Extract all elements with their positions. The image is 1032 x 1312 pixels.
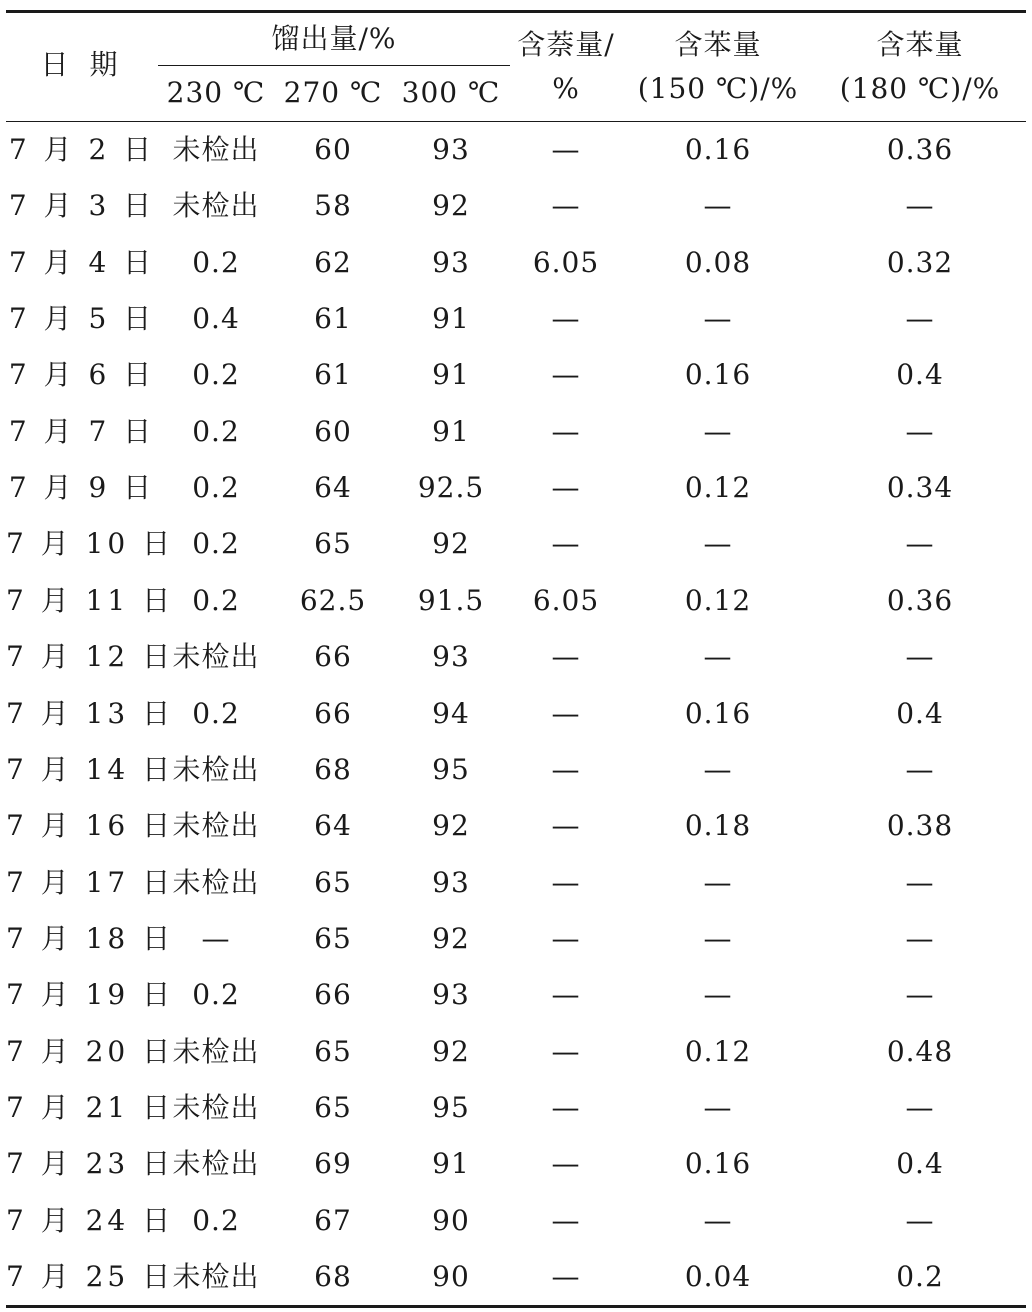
cell-distill-230: 未检出 — [172, 640, 260, 674]
table-row — [6, 798, 1026, 854]
cell-naphthalene: — — [551, 696, 581, 730]
header-benzene180-line2: (180 ℃)/% — [839, 72, 1001, 105]
table-row — [6, 855, 1026, 911]
cell-distill-270: 61 — [314, 358, 352, 392]
cell-benzene-150: — — [703, 921, 733, 955]
header-group-rule — [158, 65, 510, 66]
cell-benzene-180: — — [905, 865, 935, 899]
cell-date: 7 月 24 日 — [6, 1203, 175, 1237]
cell-distill-230: 0.2 — [192, 583, 240, 617]
cell-distill-230: 未检出 — [172, 1034, 260, 1068]
header-naphthalene-line1: 含萘量/ — [517, 28, 615, 61]
cell-benzene-150: — — [703, 414, 733, 448]
cell-date: 7 月 14 日 — [6, 752, 175, 786]
cell-benzene-180: — — [905, 921, 935, 955]
cell-benzene-150: 0.16 — [684, 358, 752, 392]
cell-benzene-150: — — [703, 640, 733, 674]
table-row — [6, 573, 1026, 629]
cell-benzene-150: 0.12 — [684, 1034, 752, 1068]
cell-distill-300: 92 — [432, 1034, 470, 1068]
cell-distill-300: 92 — [432, 921, 470, 955]
cell-benzene-150: 0.08 — [684, 245, 752, 279]
table-row — [6, 1024, 1026, 1080]
header-date: 日 期 — [40, 48, 124, 81]
cell-benzene-150: 0.16 — [684, 133, 752, 166]
header-270: 270 ℃ — [283, 76, 383, 109]
cell-date: 7 月 12 日 — [6, 640, 175, 674]
cell-benzene-150: — — [703, 527, 733, 561]
cell-benzene-150: 0.12 — [684, 583, 752, 617]
cell-date: 7 月 17 日 — [6, 865, 175, 899]
cell-date: 7 月 16 日 — [6, 809, 175, 843]
cell-benzene-180: 0.4 — [896, 1147, 944, 1181]
cell-benzene-180: — — [905, 640, 935, 674]
table-top-rule — [6, 10, 1026, 13]
table-row — [6, 742, 1026, 798]
cell-distill-230: 0.2 — [192, 696, 240, 730]
cell-distill-230: 未检出 — [172, 133, 260, 166]
cell-benzene-150: — — [703, 189, 733, 223]
cell-distill-300: 93 — [432, 133, 470, 166]
table-row — [6, 235, 1026, 291]
cell-distill-300: 95 — [432, 1090, 470, 1124]
cell-naphthalene: — — [551, 471, 581, 505]
cell-distill-230: 0.2 — [192, 1203, 240, 1237]
cell-date: 7 月 6 日 — [8, 358, 156, 392]
cell-date: 7 月 3 日 — [8, 189, 156, 223]
cell-distill-300: 91 — [432, 1147, 470, 1181]
table-bottom-rule — [6, 1305, 1026, 1308]
cell-benzene-150: — — [703, 978, 733, 1012]
cell-distill-300: 95 — [432, 752, 470, 786]
cell-distill-300: 91.5 — [417, 583, 485, 617]
cell-benzene-150: — — [703, 1203, 733, 1237]
cell-naphthalene: — — [551, 640, 581, 674]
table-row — [6, 404, 1026, 460]
cell-distill-300: 92 — [432, 809, 470, 843]
cell-distill-300: 91 — [432, 302, 470, 336]
table-row — [6, 460, 1026, 516]
header-distillation-group: 馏出量/% — [271, 22, 397, 55]
cell-date: 7 月 23 日 — [6, 1147, 175, 1181]
cell-distill-270: 58 — [314, 189, 352, 223]
cell-benzene-180: — — [905, 1090, 935, 1124]
cell-benzene-180: 0.4 — [896, 358, 944, 392]
cell-distill-230: 未检出 — [172, 189, 260, 223]
cell-distill-230: — — [201, 921, 231, 955]
cell-distill-230: 0.4 — [192, 302, 240, 336]
cell-distill-230: 0.2 — [192, 358, 240, 392]
cell-date: 7 月 2 日 — [8, 133, 156, 166]
cell-naphthalene: — — [551, 1034, 581, 1068]
cell-date: 7 月 10 日 — [6, 527, 175, 561]
cell-date: 7 月 4 日 — [8, 245, 156, 279]
cell-naphthalene: 6.05 — [532, 583, 600, 617]
cell-date: 7 月 9 日 — [8, 471, 156, 505]
cell-benzene-180: — — [905, 189, 935, 223]
cell-naphthalene: — — [551, 527, 581, 561]
cell-distill-230: 0.2 — [192, 414, 240, 448]
cell-distill-270: 60 — [314, 133, 352, 166]
cell-distill-300: 90 — [432, 1260, 470, 1293]
cell-benzene-180: — — [905, 527, 935, 561]
cell-date: 7 月 20 日 — [6, 1034, 175, 1068]
cell-distill-270: 65 — [314, 1090, 352, 1124]
cell-distill-300: 93 — [432, 640, 470, 674]
cell-distill-300: 91 — [432, 358, 470, 392]
cell-naphthalene: — — [551, 752, 581, 786]
cell-distill-230: 未检出 — [172, 1090, 260, 1124]
table-row — [6, 1193, 1026, 1249]
table-row — [6, 967, 1026, 1023]
cell-distill-270: 64 — [314, 471, 352, 505]
cell-distill-230: 未检出 — [172, 1260, 260, 1293]
cell-distill-270: 68 — [314, 1260, 352, 1293]
cell-date: 7 月 5 日 — [8, 302, 156, 336]
header-300: 300 ℃ — [401, 76, 501, 109]
table-row — [6, 178, 1026, 234]
cell-distill-270: 62 — [314, 245, 352, 279]
table-row — [6, 629, 1026, 685]
header-benzene150-line2: (150 ℃)/% — [637, 72, 799, 105]
cell-benzene-150: 0.18 — [684, 809, 752, 843]
cell-benzene-150: 0.12 — [684, 471, 752, 505]
cell-benzene-180: 0.4 — [896, 696, 944, 730]
cell-naphthalene: — — [551, 1147, 581, 1181]
cell-distill-270: 66 — [314, 978, 352, 1012]
cell-distill-230: 0.2 — [192, 978, 240, 1012]
table-row — [6, 516, 1026, 572]
table-row — [6, 122, 1026, 178]
cell-naphthalene: — — [551, 302, 581, 336]
cell-benzene-150: — — [703, 752, 733, 786]
cell-date: 7 月 13 日 — [6, 696, 175, 730]
cell-naphthalene: — — [551, 1090, 581, 1124]
cell-distill-270: 61 — [314, 302, 352, 336]
cell-naphthalene: — — [551, 1260, 581, 1293]
cell-date: 7 月 7 日 — [8, 414, 156, 448]
cell-distill-230: 0.2 — [192, 527, 240, 561]
cell-distill-300: 92 — [432, 527, 470, 561]
cell-date: 7 月 21 日 — [6, 1090, 175, 1124]
cell-distill-300: 93 — [432, 865, 470, 899]
cell-benzene-180: 0.36 — [886, 133, 954, 166]
cell-benzene-180: 0.34 — [886, 471, 954, 505]
cell-distill-230: 未检出 — [172, 809, 260, 843]
cell-distill-270: 65 — [314, 1034, 352, 1068]
cell-benzene-150: — — [703, 865, 733, 899]
cell-benzene-180: — — [905, 752, 935, 786]
table-row — [6, 347, 1026, 403]
cell-distill-230: 0.2 — [192, 245, 240, 279]
table-row — [6, 686, 1026, 742]
cell-benzene-150: 0.16 — [684, 1147, 752, 1181]
cell-distill-270: 67 — [314, 1203, 352, 1237]
cell-naphthalene: — — [551, 865, 581, 899]
cell-distill-300: 93 — [432, 978, 470, 1012]
cell-naphthalene: — — [551, 921, 581, 955]
cell-distill-270: 68 — [314, 752, 352, 786]
cell-distill-270: 65 — [314, 527, 352, 561]
cell-naphthalene: — — [551, 358, 581, 392]
cell-date: 7 月 18 日 — [6, 921, 175, 955]
header-naphthalene-line2: % — [552, 72, 580, 105]
cell-distill-230: 未检出 — [172, 752, 260, 786]
table-row — [6, 1080, 1026, 1136]
cell-naphthalene: — — [551, 978, 581, 1012]
cell-benzene-150: — — [703, 1090, 733, 1124]
cell-distill-230: 未检出 — [172, 1147, 260, 1181]
cell-naphthalene: — — [551, 133, 581, 166]
cell-benzene-150: 0.16 — [684, 696, 752, 730]
cell-benzene-180: — — [905, 1203, 935, 1237]
header-benzene180-line1: 含苯量 — [876, 28, 964, 61]
cell-benzene-180: 0.48 — [886, 1034, 954, 1068]
table-row — [6, 291, 1026, 347]
cell-naphthalene: — — [551, 414, 581, 448]
cell-distill-300: 94 — [432, 696, 470, 730]
cell-benzene-150: — — [703, 302, 733, 336]
cell-naphthalene: — — [551, 1203, 581, 1237]
cell-distill-300: 90 — [432, 1203, 470, 1237]
cell-distill-270: 64 — [314, 809, 352, 843]
cell-benzene-180: 0.2 — [896, 1260, 944, 1293]
cell-distill-300: 93 — [432, 245, 470, 279]
header-benzene150-line1: 含苯量 — [674, 28, 762, 61]
cell-distill-230: 未检出 — [172, 865, 260, 899]
table-row — [6, 1249, 1026, 1305]
cell-benzene-180: — — [905, 414, 935, 448]
cell-naphthalene: — — [551, 809, 581, 843]
cell-distill-270: 65 — [314, 865, 352, 899]
cell-date: 7 月 19 日 — [6, 978, 175, 1012]
cell-distill-270: 66 — [314, 696, 352, 730]
table-row — [6, 1136, 1026, 1192]
cell-benzene-180: — — [905, 978, 935, 1012]
cell-benzene-180: 0.38 — [886, 809, 954, 843]
cell-distill-300: 92.5 — [417, 471, 485, 505]
cell-benzene-180: 0.36 — [886, 583, 954, 617]
cell-distill-230: 0.2 — [192, 471, 240, 505]
cell-distill-300: 91 — [432, 414, 470, 448]
table-row — [6, 911, 1026, 967]
cell-naphthalene: — — [551, 189, 581, 223]
cell-distill-270: 65 — [314, 921, 352, 955]
cell-distill-270: 66 — [314, 640, 352, 674]
cell-date: 7 月 11 日 — [6, 583, 175, 617]
header-230: 230 ℃ — [166, 76, 266, 109]
cell-date: 7 月 25 日 — [6, 1260, 175, 1293]
cell-benzene-180: 0.32 — [886, 245, 954, 279]
cell-distill-270: 62.5 — [299, 583, 367, 617]
cell-benzene-180: — — [905, 302, 935, 336]
cell-naphthalene: 6.05 — [532, 245, 600, 279]
cell-distill-300: 92 — [432, 189, 470, 223]
cell-benzene-150: 0.04 — [684, 1260, 752, 1293]
cell-distill-270: 69 — [314, 1147, 352, 1181]
cell-distill-270: 60 — [314, 414, 352, 448]
